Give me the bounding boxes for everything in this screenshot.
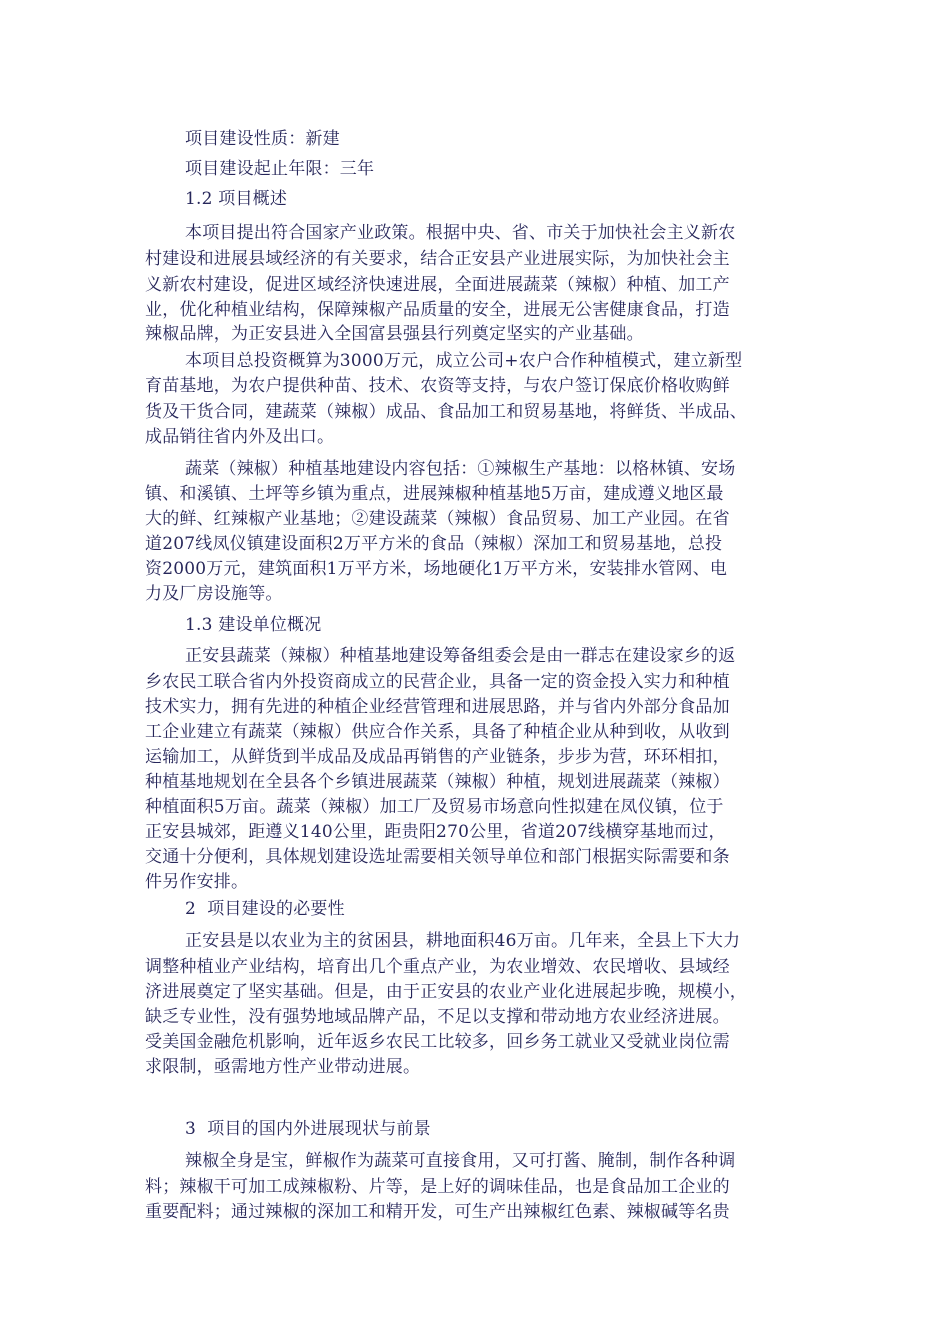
paragraph-line: 本项目总投资概算为3000万元，成立公司+农户合作种植模式，建立新型 <box>185 351 743 371</box>
paragraph-line: 大的鲜、红辣椒产业基地；②建设蔬菜（辣椒）食品贸易、加工产业园。在省 <box>145 509 730 529</box>
paragraph-line: 本项目提出符合国家产业政策。根据中央、省、市关于加快社会主义新农 <box>185 223 736 243</box>
paragraph-line: 交通十分便利，具体规划建设选址需要相关领导单位和部门根据实际需要和条 <box>145 847 730 867</box>
paragraph-line: 蔬菜（辣椒）种植基地建设内容包括：①辣椒生产基地：以格林镇、安场 <box>185 459 736 479</box>
paragraph-line: 求限制，亟需地方性产业带动进展。 <box>145 1057 421 1077</box>
paragraph-line: 料；辣椒干可加工成辣椒粉、片等，是上好的调味佳品，也是食品加工企业的 <box>145 1177 730 1197</box>
paragraph-line: 调整种植业产业结构，培育出几个重点产业，为农业增效、农民增收、县域经 <box>145 957 730 977</box>
section-heading-1-3: 1.3 建设单位概况 <box>185 615 322 635</box>
section-heading-3: 3 项目的国内外进展现状与前景 <box>185 1119 431 1139</box>
paragraph-line: 重要配料；通过辣椒的深加工和精开发，可生产出辣椒红色素、辣椒碱等名贵 <box>145 1202 730 1222</box>
paragraph-line: 技术实力，拥有先进的种植企业经营管理和进展思路，并与省内外部分食品加 <box>145 697 730 717</box>
project-duration-line: 项目建设起止年限：三年 <box>185 159 375 179</box>
paragraph-line: 受美国金融危机影响，近年返乡农民工比较多，回乡务工就业又受就业岗位需 <box>145 1032 730 1052</box>
paragraph-line: 村建设和进展县域经济的有关要求，结合正安县产业进展实际，为加快社会主 <box>145 249 730 269</box>
paragraph-line: 辣椒全身是宝，鲜椒作为蔬菜可直接食用，又可打酱、腌制，制作各种调 <box>185 1151 736 1171</box>
paragraph-line: 种植基地规划在全县各个乡镇进展蔬菜（辣椒）种植，规划进展蔬菜（辣椒） <box>145 772 730 792</box>
paragraph-line: 件另作安排。 <box>145 872 249 892</box>
paragraph-line: 货及干货合同，建蔬菜（辣椒）成品、食品加工和贸易基地，将鲜货、半成品、 <box>145 402 747 422</box>
paragraph-line: 工企业建立有蔬菜（辣椒）供应合作关系，具备了种植企业从种到收，从收到 <box>145 722 730 742</box>
paragraph-line: 业，优化种植业结构，保障辣椒产品质量的安全，进展无公害健康食品，打造 <box>145 300 730 320</box>
paragraph-line: 义新农村建设，促进区域经济快速进展，全面进展蔬菜（辣椒）种植、加工产 <box>145 275 730 295</box>
paragraph-line: 辣椒品牌，为正安县进入全国富县强县行列奠定坚实的产业基础。 <box>145 324 644 344</box>
paragraph-line: 乡农民工联合省内外投资商成立的民营企业，具备一定的资金投入实力和种植 <box>145 672 730 692</box>
project-nature-line: 项目建设性质：新建 <box>185 129 340 149</box>
paragraph-line: 资2000万元，建筑面积1万平方米，场地硬化1万平方米，安装排水管网、电 <box>145 559 728 579</box>
paragraph-line: 正安县蔬菜（辣椒）种植基地建设筹备组委会是由一群志在建设家乡的返 <box>185 646 736 666</box>
paragraph-line: 力及厂房设施等。 <box>145 584 283 604</box>
paragraph-line: 正安县是以农业为主的贫困县，耕地面积46万亩。几年来，全县上下大力 <box>185 931 741 951</box>
paragraph-line: 运输加工，从鲜货到半成品及成品再销售的产业链条，步步为营，环环相扣， <box>145 747 730 767</box>
section-heading-2: 2 项目建设的必要性 <box>185 899 345 919</box>
paragraph-line: 道207线凤仪镇建设面积2万平方米的食品（辣椒）深加工和贸易基地，总投 <box>145 534 723 554</box>
paragraph-line: 成品销往省内外及出口。 <box>145 427 335 447</box>
section-heading-1-2: 1.2 项目概述 <box>185 189 288 209</box>
paragraph-line: 种植面积5万亩。蔬菜（辣椒）加工厂及贸易市场意向性拟建在凤仪镇，位于 <box>145 797 724 817</box>
paragraph-line: 缺乏专业性，没有强势地域品牌产品，不足以支撑和带动地方农业经济进展。 <box>145 1007 730 1027</box>
paragraph-line: 济进展奠定了坚实基础。但是，由于正安县的农业产业化进展起步晚，规模小， <box>145 982 747 1002</box>
paragraph-line: 正安县城郊，距遵义140公里，距贵阳270公里，省道207线横穿基地而过， <box>145 822 726 842</box>
paragraph-line: 育苗基地，为农户提供种苗、技术、农资等支持，与农户签订保底价格收购鲜 <box>145 376 730 396</box>
paragraph-line: 镇、和溪镇、土坪等乡镇为重点，进展辣椒种植基地5万亩，建成遵义地区最 <box>145 484 724 504</box>
